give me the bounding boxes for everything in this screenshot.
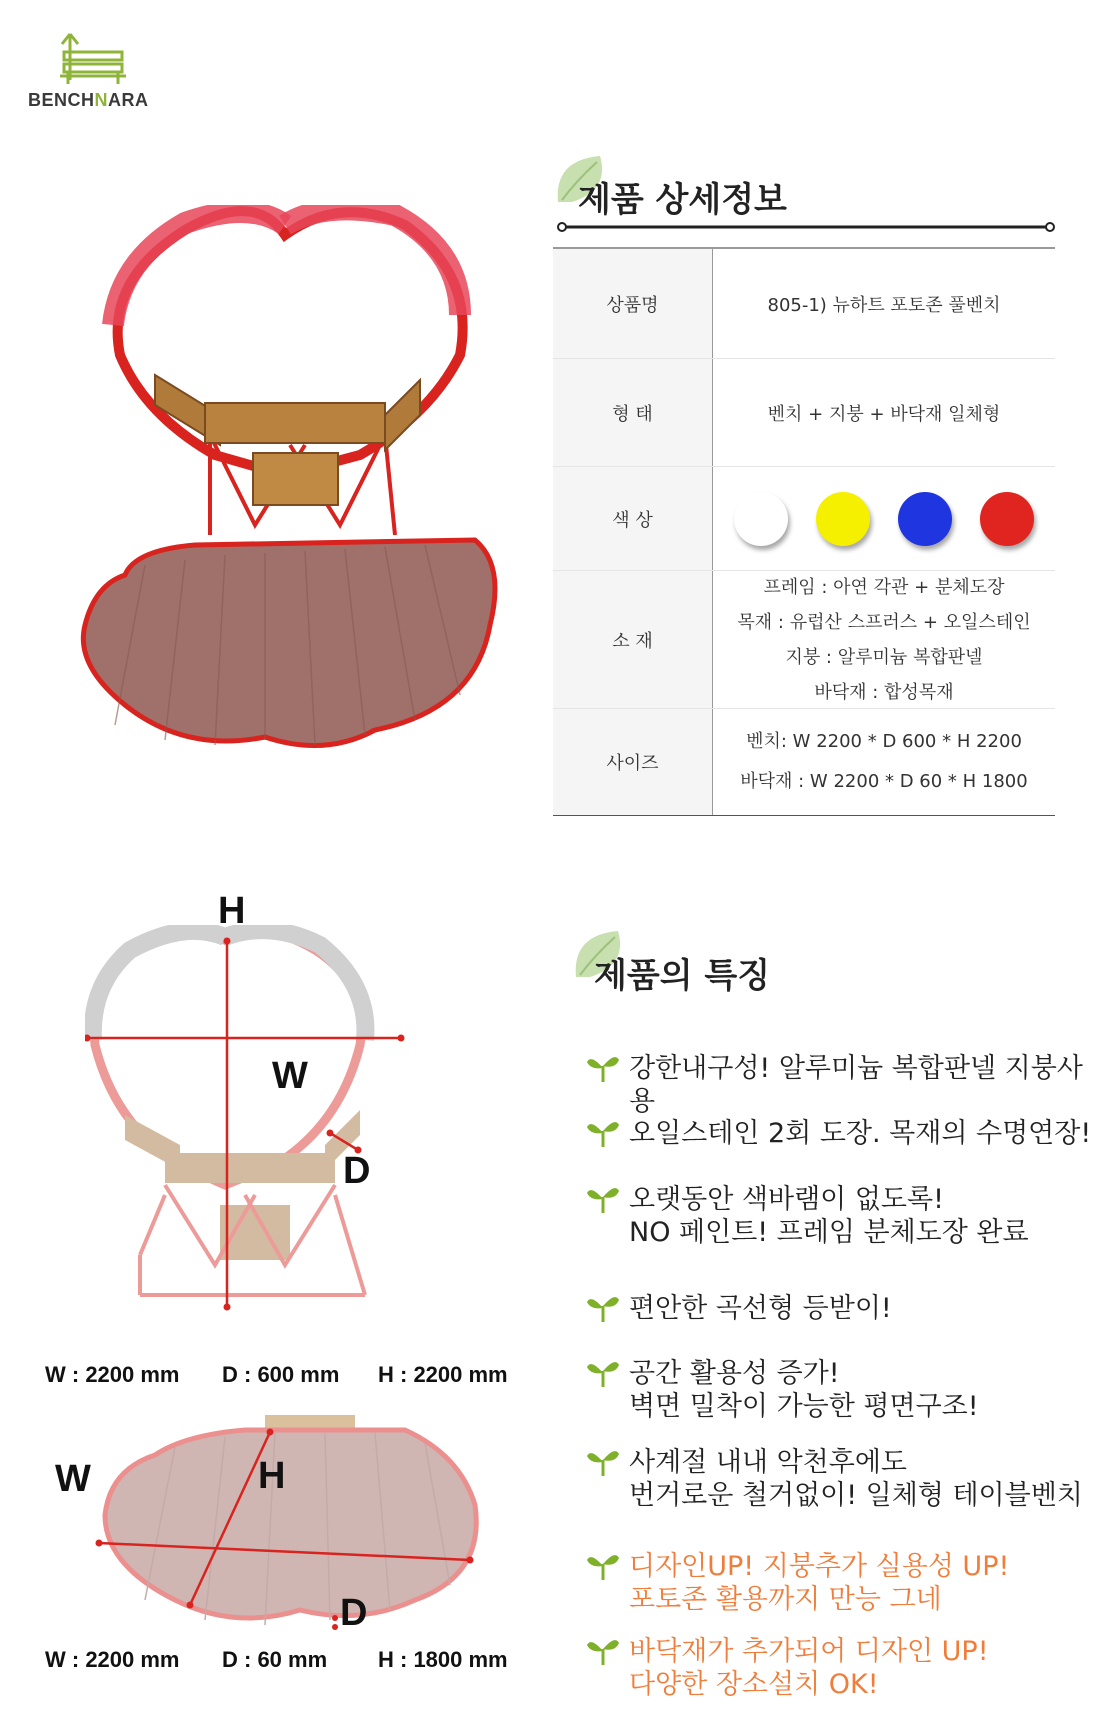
size-line: 바닥재 : W 2200 * D 60 * H 1800	[740, 771, 1028, 792]
feature-item-highlight	[585, 1550, 1009, 1616]
row-key: 사이즈	[553, 709, 713, 815]
material-line: 지붕 : 알루미늄 복합판넬	[785, 646, 983, 668]
feature-text: 오랫동안 색바램이 없도록!	[629, 1184, 944, 1215]
floor-d-value: D : 60 mm	[222, 1647, 328, 1672]
material-line: 목재 : 유럽산 스프러스 + 오일스테인	[737, 611, 1031, 633]
row-value: 벤치 + 지붕 + 바닥재 일체형	[767, 403, 1001, 425]
color-swatch-blue[interactable]	[898, 492, 952, 546]
feature-item	[585, 1357, 979, 1423]
row-value-sizes	[713, 709, 1055, 815]
material-line: 프레임 : 아연 각관 + 분체도장	[763, 576, 1005, 598]
brand-name: BENCHNARA	[28, 90, 149, 110]
detail-section-title: 제품 상세정보	[578, 180, 787, 220]
table-row	[553, 359, 1055, 467]
brand-logo[interactable]	[28, 30, 168, 112]
floor-depth-label: D	[340, 1592, 368, 1634]
feature-item	[585, 1117, 1091, 1150]
floor-w-value: W : 2200 mm	[45, 1647, 180, 1672]
sprout-icon	[585, 1292, 621, 1324]
feature-text: 사계절 내내 악천후에도	[629, 1447, 907, 1478]
bench-dimension-diagram	[85, 925, 405, 1320]
floor-dimension-diagram	[95, 1415, 485, 1635]
feature-text: 다양한 장소설치 OK!	[629, 1669, 879, 1700]
feature-text: 공간 활용성 증가!	[629, 1358, 840, 1389]
sprout-icon	[585, 1052, 621, 1084]
sprout-icon	[585, 1550, 621, 1582]
feature-text: 오일스테인 2회 도장. 목재의 수명연장!	[629, 1118, 1092, 1149]
bench-h-value: H : 2200 mm	[378, 1362, 508, 1387]
sprout-icon	[585, 1357, 621, 1389]
row-key: 색 상	[553, 467, 713, 570]
feature-item	[585, 1052, 1100, 1118]
detail-table	[553, 247, 1055, 816]
sprout-icon	[585, 1183, 621, 1215]
row-value: 805-1) 뉴하트 포토존 풀벤치	[767, 294, 1001, 316]
table-row	[553, 709, 1055, 815]
feature-text: 번거로운 철거없이! 일체형 테이블벤치	[629, 1480, 1083, 1511]
row-key: 소 재	[553, 571, 713, 708]
floor-deck	[83, 540, 495, 746]
bench-logo-icon	[28, 30, 138, 90]
feature-text: 디자인UP! 지붕추가 실용성 UP!	[629, 1551, 1010, 1582]
feature-text: 포토존 활용까지 만능 그네	[629, 1584, 942, 1615]
color-swatch-white[interactable]	[734, 492, 788, 546]
color-swatch-red[interactable]	[980, 492, 1034, 546]
sprout-icon	[585, 1446, 621, 1478]
row-value-materials	[713, 571, 1055, 708]
feature-text: 편안한 곡선형 등받이!	[629, 1293, 892, 1324]
features-section-title: 제품의 특징	[594, 956, 771, 996]
size-line: 벤치: W 2200 * D 600 * H 2200	[746, 731, 1022, 752]
color-swatch-yellow[interactable]	[816, 492, 870, 546]
row-key: 상품명	[553, 249, 713, 358]
floor-width-label: W	[55, 1458, 91, 1500]
feature-text: NO 페인트! 프레임 분체도장 완료	[629, 1217, 1029, 1248]
feature-item	[585, 1292, 892, 1325]
table-row	[553, 249, 1055, 359]
feature-text: 강한내구성! 알루미늄 복합판넬 지붕사용	[629, 1053, 1083, 1117]
table-row-colors	[553, 467, 1055, 571]
color-swatches	[713, 467, 1055, 570]
floor-height-label: H	[258, 1455, 286, 1497]
table-row	[553, 571, 1055, 709]
bench-width-label: W	[272, 1055, 308, 1097]
feature-item	[585, 1183, 1029, 1249]
material-line: 바닥재 : 합성목재	[814, 681, 954, 703]
floor-h-value: H : 1800 mm	[378, 1647, 508, 1672]
bench-w-value: W : 2200 mm	[45, 1362, 180, 1387]
feature-text: 벽면 밀착이 가능한 평면구조!	[629, 1391, 979, 1422]
sprout-icon	[585, 1117, 621, 1149]
bench-height-label: H	[218, 890, 246, 932]
title-underline	[556, 220, 1056, 234]
bench-depth-label: D	[343, 1150, 371, 1192]
feature-item	[585, 1446, 1083, 1512]
feature-item-highlight	[585, 1635, 989, 1701]
bench-d-value: D : 600 mm	[222, 1362, 340, 1387]
sprout-icon	[585, 1635, 621, 1667]
row-key: 형 태	[553, 359, 713, 466]
feature-text: 바닥재가 추가되어 디자인 UP!	[629, 1636, 989, 1667]
product-photo	[75, 205, 510, 760]
